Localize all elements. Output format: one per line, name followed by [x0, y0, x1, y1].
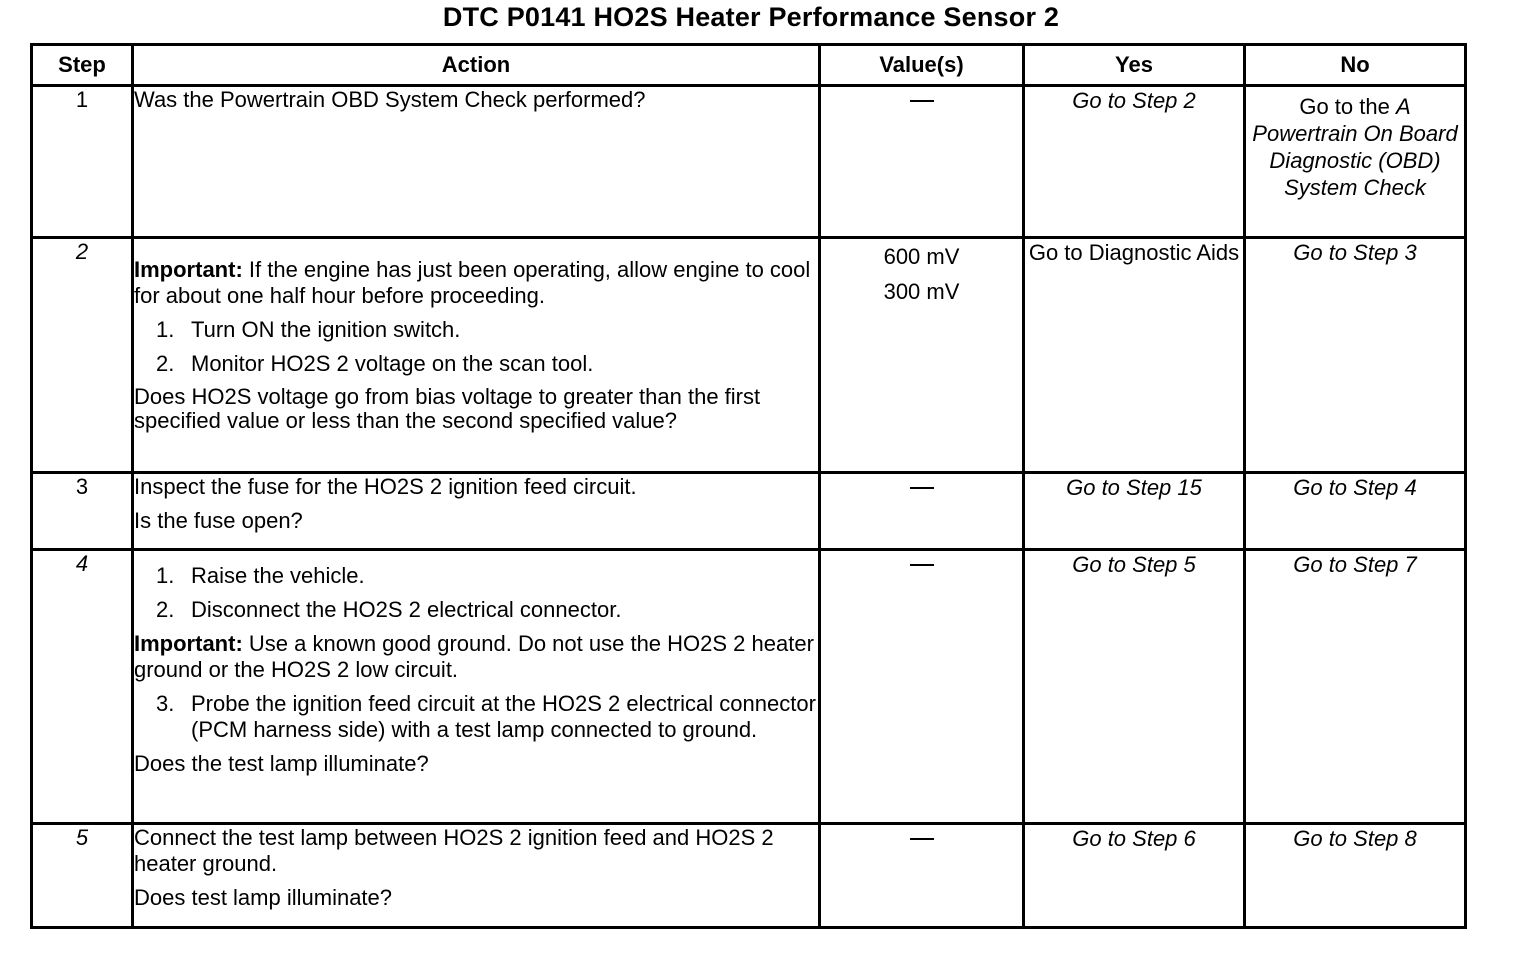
action-question: Does test lamp illuminate?: [134, 885, 393, 910]
step-number: 1: [32, 86, 133, 238]
no-cell: Go to Step 7: [1245, 550, 1466, 824]
important-text: Use a known good ground. Do not use the HO2S 2 heater ground or the HO2S 2 low circuit.: [134, 631, 814, 682]
yes-cell: Go to Step 15: [1024, 473, 1245, 550]
list-item: [134, 317, 818, 343]
list-item: [134, 597, 818, 623]
dash-icon: [910, 100, 934, 102]
page-title: DTC P0141 HO2S Heater Performance Sensor 2: [442, 2, 1060, 32]
list-item: [134, 691, 818, 743]
yes-cell: Go to Step 5: [1024, 550, 1245, 824]
header-yes: Yes: [1024, 45, 1245, 86]
value-cell: [820, 86, 1024, 238]
value-2: 300 mV: [883, 279, 960, 304]
header-no: No: [1245, 45, 1466, 86]
table-row: [32, 238, 1466, 473]
header-step: Step: [32, 45, 133, 86]
table-row: [32, 550, 1466, 824]
action-cell: [133, 473, 820, 550]
step-number: 3: [32, 473, 133, 550]
action-cell: [133, 824, 820, 928]
header-action: Action: [133, 45, 820, 86]
list-number: 3.: [156, 691, 175, 716]
diagnostic-table: [30, 43, 1467, 929]
dash-icon: [910, 487, 934, 489]
yes-cell: Go to Step 2: [1024, 86, 1245, 238]
action-question: Is the fuse open?: [134, 508, 303, 533]
action-question: Does the test lamp illuminate?: [134, 751, 429, 776]
list-number: 2.: [156, 351, 175, 376]
list-text: Raise the vehicle.: [191, 563, 365, 588]
value-cell: [820, 238, 1024, 473]
yes-cell: Go to Diagnostic Aids: [1024, 238, 1245, 473]
action-text: Was the Powertrain OBD System Check performed?: [134, 87, 646, 112]
action-question: Does HO2S voltage go from bias voltage to greater than the first specified value or less than the second specified value?: [134, 384, 761, 433]
table-row: [32, 473, 1466, 550]
list-text: Probe the ignition feed circuit at the HO2S 2 electrical connector (PCM harness side) with a test lamp connected to ground.: [191, 691, 816, 742]
action-text: Connect the test lamp between HO2S 2 ignition feed and HO2S 2 heater ground.: [134, 825, 774, 876]
step-number: 4: [32, 550, 133, 824]
list-text: Monitor HO2S 2 voltage on the scan tool.: [191, 351, 594, 376]
no-cell: [1245, 86, 1466, 238]
action-cell: [133, 238, 820, 473]
value-cell: [820, 473, 1024, 550]
list-item: [134, 351, 818, 377]
list-number: 1.: [156, 317, 175, 342]
dash-icon: [910, 564, 934, 566]
action-cell: [133, 86, 820, 238]
header-values: Value(s): [820, 45, 1024, 86]
table-row: [32, 86, 1466, 238]
value-cell: [820, 550, 1024, 824]
important-note: [134, 257, 818, 309]
header-row: [32, 45, 1466, 86]
value-cell: [820, 824, 1024, 928]
no-prefix: Go to the: [1299, 94, 1396, 119]
value-1: 600 mV: [883, 244, 960, 269]
no-cell: Go to Step 4: [1245, 473, 1466, 550]
list-number: 2.: [156, 597, 175, 622]
step-number: 5: [32, 824, 133, 928]
list-item: [134, 563, 818, 589]
no-cell: Go to Step 8: [1245, 824, 1466, 928]
important-note: [134, 631, 818, 683]
list-text: Disconnect the HO2S 2 electrical connector.: [191, 597, 622, 622]
action-cell: [133, 550, 820, 824]
table-row: [32, 824, 1466, 928]
important-label: Important:: [134, 631, 243, 656]
no-link-text: A Powertrain On Board Diagnostic (OBD) System Check: [1252, 94, 1458, 200]
dash-icon: [910, 838, 934, 840]
action-text: Inspect the fuse for the HO2S 2 ignition feed circuit.: [134, 474, 637, 499]
no-cell: Go to Step 3: [1245, 238, 1466, 473]
list-text: Turn ON the ignition switch.: [191, 317, 461, 342]
important-label: Important:: [134, 257, 243, 282]
step-number: 2: [32, 238, 133, 473]
yes-cell: Go to Step 6: [1024, 824, 1245, 928]
list-number: 1.: [156, 563, 175, 588]
important-text: If the engine has just been operating, allow engine to cool for about one half hour before proceeding.: [134, 257, 811, 308]
